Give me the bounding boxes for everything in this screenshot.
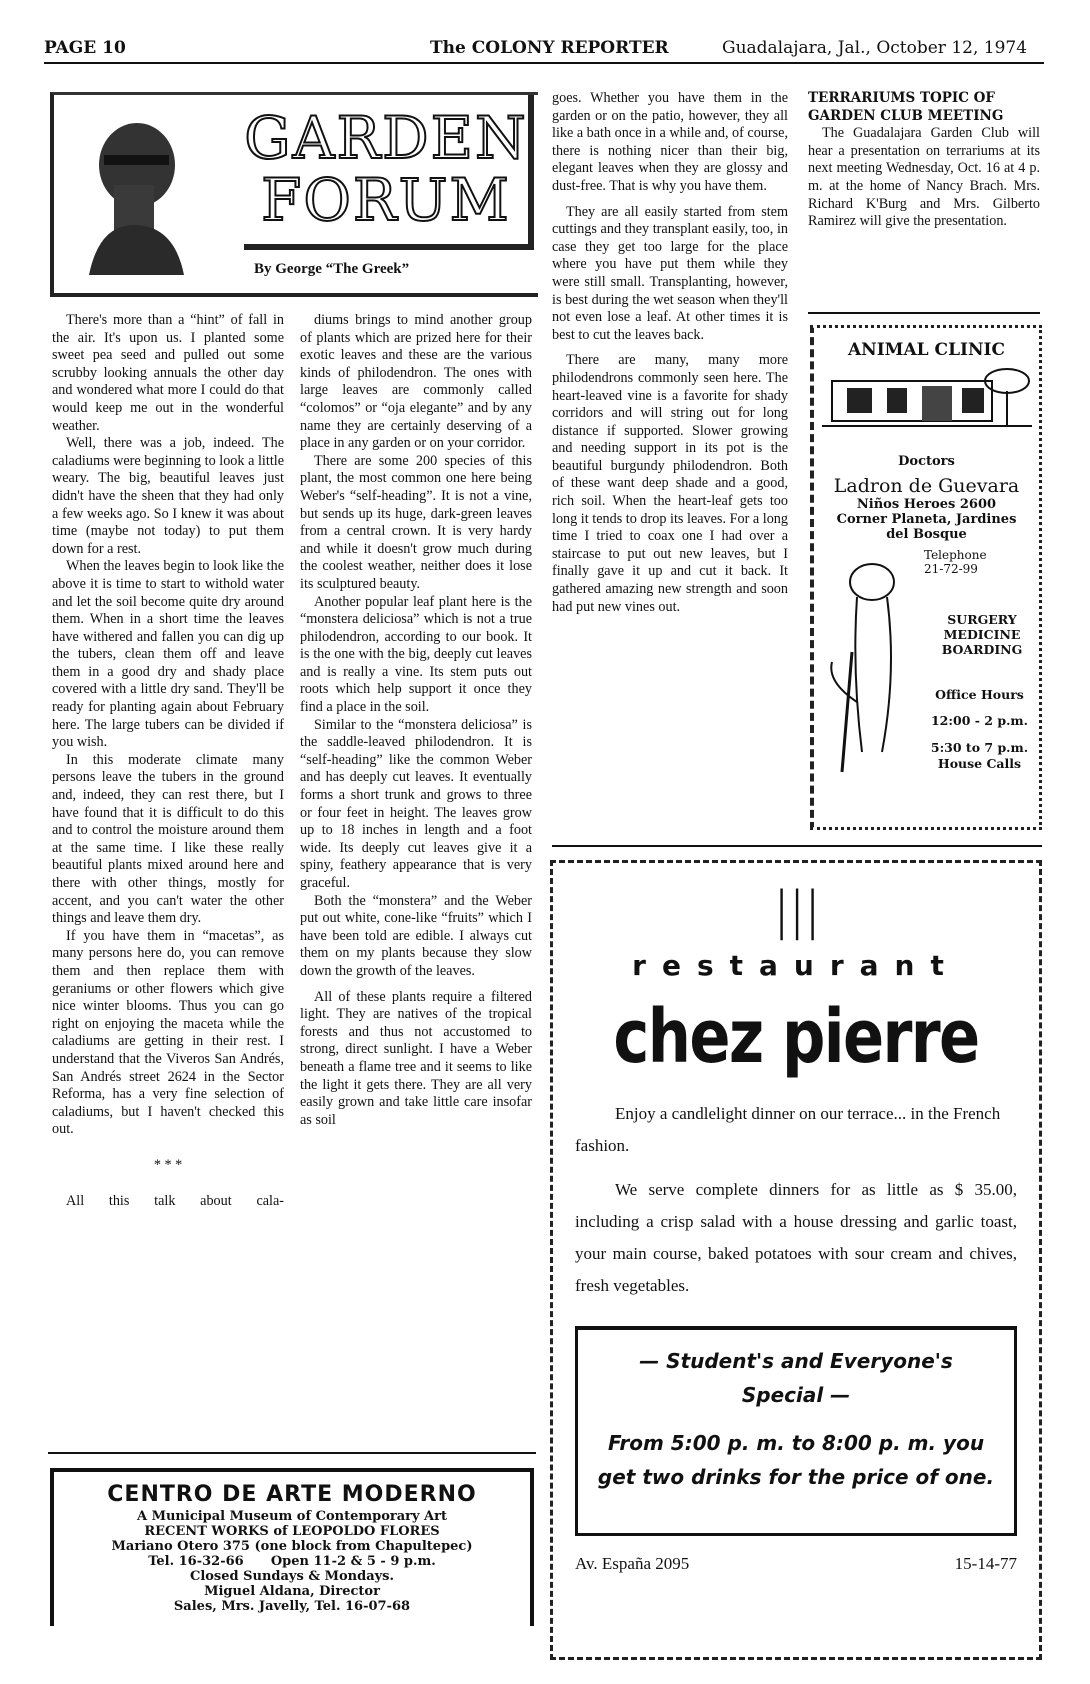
paragraph: Both the “monstera” and the Weber put out white, cone-like “fruits” which I have been told are edible. I always cut them on my plants because they slow down the growth of the leaves. bbox=[300, 892, 532, 979]
terrariums-headline: TERRARIUMS TOPIC OF GARDEN CLUB MEETING bbox=[808, 90, 1004, 124]
special-body: From 5:00 p. m. to 8:00 p. m. you get two drinks for the price of one. bbox=[597, 1431, 995, 1489]
section-break: * * * bbox=[153, 1156, 183, 1173]
byline: By George “The Greek” bbox=[254, 261, 410, 277]
chez-pierre-ad bbox=[550, 860, 1042, 1660]
service-surgery: SURGERY bbox=[947, 612, 1017, 627]
paragraph: If you have them in “macetas”, as many persons here do, you can remove them and then replace them with geraniums or other flowers which give nice winter blooms. Thus you can go right on enjoying the maceta while the caladiums are getting in their rest. I understand that the Viveros San Andrés, San Andrés street 2624 in the Sector Reforma, has a very fine selection of caladiums, but I haven't checked this out. bbox=[52, 927, 284, 1138]
dateline: Guadalajara, Jal., October 12, 1974 bbox=[722, 38, 1028, 58]
paragraph: Well, there was a job, indeed. The caladiums were beginning to look a little weary. The big, beautiful leaves just didn't have the sheen that they had only a few weeks ago. So I knew it was about time (maybe not today) to put them down for a rest. bbox=[52, 435, 284, 557]
divider bbox=[552, 845, 1042, 847]
article-column-3 bbox=[552, 90, 788, 616]
clinic-services bbox=[932, 612, 1032, 657]
terrariums-body: The Guadalajara Garden Club will hear a presentation on terrariums at its next meeting Wednesday, Oct. 16 at 4 p. m. at the home of Nancy Brach. Mrs. Richard K'Burg and Mrs. Gilberto Ramirez will give the presentation. bbox=[808, 125, 1040, 230]
paragraph: diums brings to mind another group of plants which are prized here for their exotic leaves and these are the various kinds of philodendron. The ones with large leaves are commonly called “colomos” or “oja elegante” and by any name they are certainly deserving of a place in any garden or on your corridor. bbox=[300, 312, 532, 452]
centro-line: A Municipal Museum of Contemporary Art bbox=[136, 1509, 448, 1524]
centro-line: Closed Sundays & Mondays. bbox=[189, 1569, 395, 1584]
animal-clinic-ad bbox=[810, 325, 1042, 830]
restaurant-contact bbox=[553, 1536, 1039, 1592]
paragraph: In this moderate climate many persons leave the tubers in the ground and, indeed, they can rest there, but I have found that it is difficult to do this and to control the moisture around them at the same time. I like these really beautiful plants mixed around here and there with other things, mostly for accent, and you can't water the other things and leave them dry. bbox=[52, 751, 284, 927]
restaurant-word: restaurant bbox=[632, 949, 960, 982]
centro-de-arte-ad bbox=[50, 1468, 534, 1626]
paragraph: All this talk about cala- bbox=[66, 1192, 284, 1209]
article-column-2 bbox=[300, 312, 532, 1129]
divider bbox=[808, 312, 1040, 314]
restaurant-address: Av. España 2095 bbox=[575, 1554, 690, 1573]
clinic-title: ANIMAL CLINIC bbox=[847, 340, 1006, 360]
clinic-telephone-label: Telephone bbox=[924, 548, 987, 562]
centro-line: Sales, Mrs. Javelly, Tel. 16-07-68 bbox=[173, 1599, 411, 1614]
clinic-hours-1: 12:00 - 2 p.m. bbox=[930, 713, 1028, 728]
clinic-hours-label: Office Hours bbox=[935, 687, 1024, 702]
forum-title-box bbox=[244, 95, 534, 250]
centro-details bbox=[54, 1509, 530, 1614]
paragraph: There are many, many more philodendrons commonly seen here. The heart-leaved vine is a favorite for shady corridors and will string out for long distance if supported. Slower growing and needing support in its pot is the beautiful burgundy philodendron. Both of these want deep shade and a good, rich soil. When the heart-leaf gets too long it tends to drop its leaves. For a long time I tried to coax one I had over a staircase to put out new leaves, but I finally gave it up and cut it back. It gathered amazing new strength and soon had put new vines out. bbox=[552, 352, 788, 615]
forum-title-forum: FORUM bbox=[261, 166, 511, 234]
paragraph: There are some 200 species of this plant, the most common one here being Weber's “self-heading”. It is not a vine, but sends up its huge, dark-green leaves from a central crown. It is very hardy and while it doesn't grow much during the coolest weather, neither does it lose its sculptured beauty. bbox=[300, 452, 532, 592]
paragraph: All of these plants require a filtered light. They are natives of the tropical forests and thus not accustomed to strong, direct sunlight. I have a Weber beneath a flame tree and it seems to like the light it gets there. They are all very easily grown and take little care insofar as soil bbox=[300, 988, 532, 1128]
article-column-1 bbox=[52, 312, 284, 1210]
service-boarding: BOARDING bbox=[941, 642, 1023, 657]
clinic-doctor-name: Ladron de Guevara bbox=[833, 475, 1020, 497]
newspaper-name: The COLONY REPORTER bbox=[430, 38, 669, 58]
clinic-telephone: 21-72-99 bbox=[924, 562, 978, 576]
clinic-doctors-label: Doctors bbox=[898, 454, 955, 469]
service-medicine: MEDICINE bbox=[943, 627, 1021, 642]
paragraph: When the leaves begin to look like the above it is time to start to withold water and let the soil become quite dry around them. When in a short time the leaves have withered and fallen you can dig up the tubers, clean them off and leave them in a good dry and shady place covered with a little dry sand. They'll be ready for planting again about February here. The large tubers can be divided if you wish. bbox=[52, 558, 284, 751]
clinic-house-calls: House Calls bbox=[937, 756, 1022, 771]
restaurant-name: chez pierre bbox=[613, 994, 979, 1080]
greek-bust-icon bbox=[79, 115, 189, 275]
centro-line: RECENT WORKS of LEOPOLDO FLORES bbox=[144, 1524, 440, 1539]
centro-line: Mariano Otero 375 (one block from Chapultepec) bbox=[111, 1539, 473, 1554]
clinic-hours-2: 5:30 to 7 p.m. bbox=[930, 740, 1029, 755]
clinic-address: Niños Heroes 2600 bbox=[856, 497, 997, 512]
centro-line: Miguel Aldana, Director bbox=[204, 1584, 380, 1599]
restaurant-description: Enjoy a candlelight dinner on our terrace... in the French fashion. bbox=[575, 1104, 1001, 1155]
paragraph: Similar to the “monstera deliciosa” is the saddle-leaved philodendron. It is “self-heading” like the common Weber and has deeply cut leaves. It eventually forms a short trunk and grows to three or four feet in height. The leaves grow up to 18 inches in length and a foot wide. Its deeply cut leaves give it a spiny, feathery appearance that is very graceful. bbox=[300, 716, 532, 891]
header-rule bbox=[44, 62, 1044, 64]
centro-title: CENTRO DE ARTE MODERNO bbox=[107, 1482, 477, 1507]
paragraph: There's more than a “hint” of fall in the air. It's upon us. I planted some sweet pea seed and pulled out some scrubby looking annuals the other day and wondered what more I could do that would keep me out in the wonderful weather. bbox=[52, 312, 284, 434]
dog-cartoon-icon bbox=[822, 552, 922, 782]
special-box bbox=[575, 1326, 1017, 1536]
restaurant-phone: 15-14-77 bbox=[954, 1554, 1017, 1573]
clinic-address-2: Corner Planeta, Jardines del Bosque bbox=[836, 512, 1017, 542]
clinic-building-icon bbox=[822, 366, 1032, 436]
paragraph: goes. Whether you have them in the garden or on the patio, however, they all like a bath once in a while and, of course, there is nothing nicer than their big, elegant leaves when they are glossy and dust-free. That is why you have them. bbox=[552, 90, 788, 194]
centro-line: Tel. 16-32-66 Open 11-2 & 5 - 9 p.m. bbox=[148, 1554, 436, 1569]
restaurant-logo: ||| bbox=[772, 881, 820, 941]
forum-title-garden: GARDEN bbox=[244, 104, 528, 172]
paragraph: They are all easily started from stem cuttings and they transplant easily, too, in case they get too large for the place where you have put them while they were still small. Transplanting, however, is best during the wet season when they'll not even lose a leaf. At other times it is best to cut the leaves back. bbox=[552, 203, 788, 343]
garden-forum-banner bbox=[50, 92, 538, 297]
terrariums-article bbox=[808, 90, 1040, 231]
paragraph: Another popular leaf plant here is the “monstera deliciosa” which is not a true philodendron, according to our book. It is the one with the big, deeply cut leaves and is really a vine. Its stem puts out roots which help support it once they find a place in the soil. bbox=[300, 593, 532, 716]
clinic-hours bbox=[922, 682, 1037, 772]
special-title: — Student's and Everyone's Special — bbox=[639, 1349, 953, 1407]
divider bbox=[48, 1452, 536, 1454]
page-number: PAGE 10 bbox=[44, 38, 126, 58]
restaurant-menu-text: We serve complete dinners for as little as $ 35.00, including a crisp salad with a house dressing and garlic toast, your main course, baked potatoes with sour cream and chives, fresh vegetables. bbox=[575, 1180, 1017, 1295]
